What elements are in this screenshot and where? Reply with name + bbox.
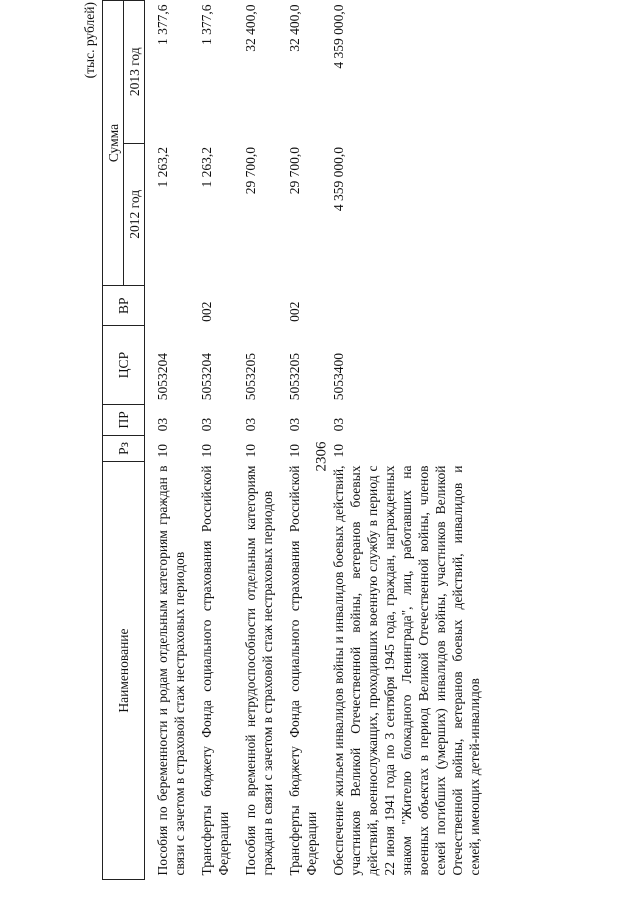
row-2013: 4 359 000,0 <box>331 4 346 69</box>
row-name: Трансферты бюджету Фонда социального страхования Российской Федерации <box>287 465 319 876</box>
row-rz: 10 <box>155 444 170 458</box>
row-name: Пособия по временной нетрудоспособности отдельным категориям граждан в связи с зачетом в страховой стаж нестраховых периодов <box>243 465 275 876</box>
table-row <box>153 1 189 880</box>
row-rz: 10 <box>331 444 346 458</box>
row-rz: 10 <box>199 444 214 458</box>
row-vr <box>241 286 277 326</box>
units-label: (тыс. рублей) <box>82 2 97 79</box>
row-rz: 10 <box>243 444 258 458</box>
row-csr: 5053205 <box>287 352 302 401</box>
row-2013: 1 377,6 <box>155 4 170 45</box>
header-rz: Рз <box>103 435 145 461</box>
table-row <box>285 1 321 880</box>
row-csr: 5053400 <box>331 352 346 401</box>
row-2012: 29 700,0 <box>243 147 258 195</box>
row-2013: 32 400,0 <box>243 4 258 52</box>
row-2012: 1 263,2 <box>155 147 170 188</box>
page-number: 2306 <box>313 441 330 472</box>
row-2012: 1 263,2 <box>199 147 214 188</box>
row-vr <box>153 286 189 326</box>
table-row <box>241 1 277 880</box>
budget-table <box>102 0 484 880</box>
row-vr: 002 <box>199 301 214 322</box>
row-pr: 03 <box>155 417 170 432</box>
table-row <box>197 1 233 880</box>
header-2012: 2012 год <box>124 143 145 285</box>
row-2013: 32 400,0 <box>287 4 302 52</box>
header-pr: ПР <box>103 404 145 435</box>
row-name: Трансферты бюджету Фонда социального страхования Российской Федерации <box>199 465 231 876</box>
header-row <box>103 1 124 880</box>
row-pr: 03 <box>331 417 346 432</box>
header-csr: ЦСР <box>103 326 145 404</box>
row-vr: 002 <box>287 301 302 322</box>
row-csr: 5053205 <box>243 352 258 401</box>
budget-sheet <box>82 0 552 880</box>
header-sum: Сумма <box>103 1 124 286</box>
row-name: Обеспечение жильем инвалидов войны и инвалидов боевых действий, участников Великой Отечественной войны, ветеранов боевых действий, военнослужащих, проходивших военную службу в период с 22 июня 1941 года по 3 сентября 1945 года, граждан, награжденных знаком "Жителю блокадного Ленинграда", лиц, работавших на военных объектах в период Великой Отечественной войны, членов семей погибших (умерших) инвалидов войны, участников Великой Отечественной войны, ветеранов боевых действий, инвалидов и семей, имеющих детей-инвалидов <box>331 465 482 876</box>
row-pr: 03 <box>199 417 214 432</box>
row-2012: 4 359 000,0 <box>331 147 346 212</box>
row-2012: 29 700,0 <box>287 147 302 195</box>
row-2013: 1 377,6 <box>199 4 214 45</box>
row-name: Пособия по беременности и родам отдельным категориям граждан в связи с зачетом в страховой стаж нестраховых периодов <box>155 465 187 876</box>
row-pr: 03 <box>243 417 258 432</box>
header-2013: 2013 год <box>124 1 145 144</box>
row-vr <box>329 286 484 326</box>
header-name: Наименование <box>103 462 145 880</box>
row-csr: 5053204 <box>155 352 170 401</box>
table-row <box>329 1 484 880</box>
row-pr: 03 <box>287 417 302 432</box>
row-csr: 5053204 <box>199 352 214 401</box>
header-vr: ВР <box>103 286 145 326</box>
row-rz: 10 <box>287 444 302 458</box>
